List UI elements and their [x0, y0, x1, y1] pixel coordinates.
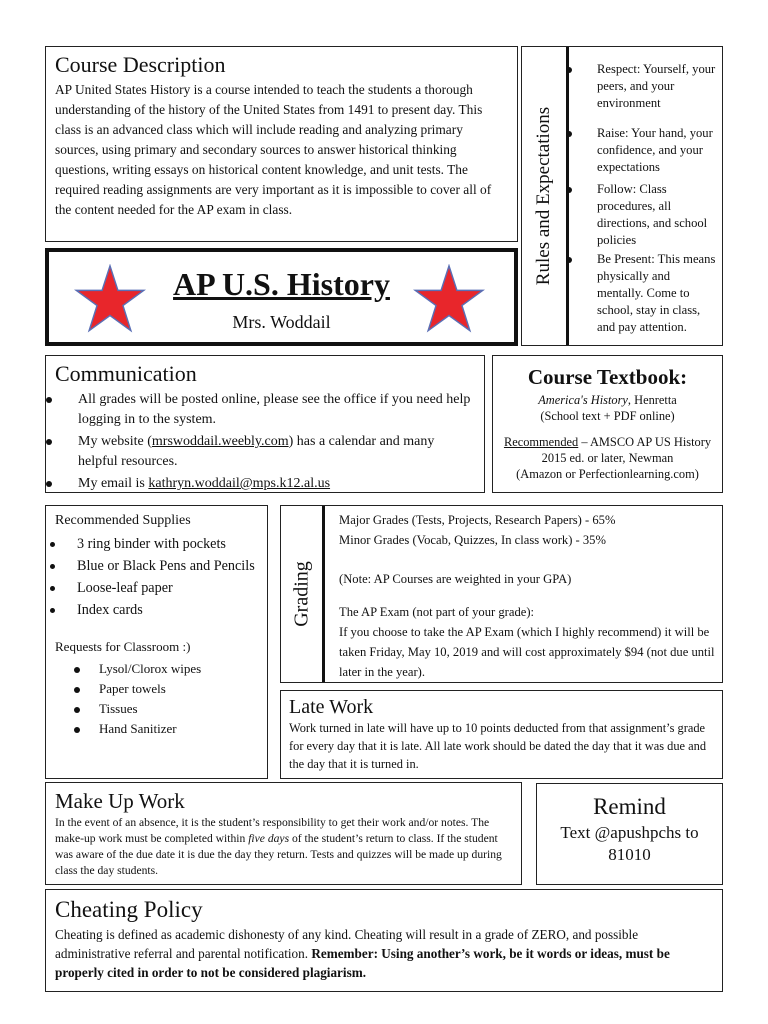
title-banner	[45, 248, 518, 346]
textbook-title-line: America's History, Henretta	[538, 393, 677, 407]
teacher-name: Mrs. Woddail	[232, 312, 331, 332]
textbook-title: America's History	[538, 393, 628, 407]
make-up-body: In the event of an absence, it is the student’s responsibility to get their work and/or notes. The make-up work must be completed within five days of the student’s return to class. If the student was aware of the due date it is due the day they return. Tests and quizzes will be made up during class the day students.	[55, 816, 502, 877]
rule-item: Respect: Yourself, your peers, and your environment	[597, 61, 717, 125]
communication-heading: Communication	[55, 361, 197, 386]
grading-heading: Grading	[290, 561, 312, 627]
communication-item: My email is kathryn.woddail@mps.k12.al.us	[78, 474, 475, 494]
supply-item: Loose-leaf paper	[77, 577, 258, 599]
grading-box	[280, 505, 723, 683]
textbook-rec-note: (Amazon or Perfectionlearning.com)	[516, 467, 699, 481]
make-up-emphasis: five days	[248, 832, 290, 845]
textbook-heading: Course Textbook:	[527, 365, 688, 389]
course-description-box	[45, 46, 518, 242]
grading-minor: Minor Grades (Vocab, Quizzes, In class work) - 35%	[339, 533, 606, 547]
rule-item: Raise: Your hand, your confidence, and your expectations	[597, 125, 717, 181]
rule-item: Follow: Class procedures, all directions, and school policies	[597, 181, 717, 251]
requests-heading: Requests for Classroom :)	[55, 639, 191, 654]
textbook-box	[492, 355, 723, 493]
cheating-body: Cheating is defined as academic dishonesty of any kind. Cheating will result in a grade of ZERO, and possible administrative referral and parental notification. Remember: Using another’s work, be it words or ideas, must be properly cited in order to not be considered plagiarism.	[55, 927, 670, 980]
website-link[interactable]: mrswoddail.weebly.com	[151, 434, 289, 449]
course-title: AP U.S. History	[173, 266, 390, 302]
make-up-heading: Make Up Work	[55, 789, 185, 813]
supply-item: Blue or Black Pens and Pencils	[77, 555, 258, 577]
grading-major: Major Grades (Tests, Projects, Research Papers) - 65%	[339, 513, 616, 527]
rule-item: Be Present: This means physically and mentally. Come to school, stay in class, and pay attention.	[597, 251, 717, 336]
course-description-body: AP United States History is a course intended to teach the students a thorough understanding of the history of the United States from 1491 to present day. This class is an advanced class which will include reading and analyzing primary sources, using primary and secondary sources to answer historical thinking questions, writing essays on historical content knowledge, and unit tests. The required reading assignments are very important as it is impossible to cover all of the content needed for the AP exam in class.	[55, 82, 492, 217]
ap-exam-title: The AP Exam (not part of your grade):	[339, 605, 535, 619]
late-work-heading: Late Work	[289, 696, 374, 718]
textbook-recommended: Recommended – AMSCO AP US History 2015 ed. or later, Newman	[503, 435, 712, 465]
late-work-body: Work turned in late will have up to 10 points deducted from that assignment’s grade for every day that it is late. All late work should be dated the day that it was due and the day that it is turned in.	[289, 721, 707, 771]
grading-label-column	[281, 506, 325, 682]
remind-heading: Remind	[593, 794, 666, 819]
grading-content	[339, 510, 717, 682]
supplies-box	[45, 505, 268, 779]
cheating-box	[45, 889, 723, 992]
rules-label-column	[522, 47, 569, 345]
communication-box	[45, 355, 485, 493]
cheating-heading: Cheating Policy	[55, 897, 203, 922]
rules-list	[597, 61, 717, 336]
request-item: Lysol/Clorox wipes	[99, 659, 258, 679]
supply-item: Index cards	[77, 599, 258, 621]
textbook-note: (School text + PDF online)	[540, 409, 675, 423]
supplies-list	[77, 533, 258, 621]
remind-line2: 81010	[608, 845, 651, 864]
supply-item: 3 ring binder with pockets	[77, 533, 258, 555]
email-link[interactable]: kathryn.woddail@mps.k12.al.us	[148, 476, 331, 491]
course-description-heading: Course Description	[55, 52, 226, 77]
remind-line1: Text @apushpchs to	[560, 823, 699, 842]
communication-item: All grades will be posted online, please see the office if you need help logging in to the system.	[78, 390, 475, 430]
star-right-icon	[413, 264, 485, 334]
ap-exam-body: If you choose to take the AP Exam (which I highly recommend) it will be taken Friday, May 10, 2019 and will cost approximately $94 (not due until later in the year).	[339, 625, 715, 679]
request-item: Paper towels	[99, 679, 258, 699]
requests-list	[99, 659, 258, 739]
grading-note: (Note: AP Courses are weighted in your GPA)	[339, 572, 572, 586]
request-item: Hand Sanitizer	[99, 719, 258, 739]
late-work-box	[280, 690, 723, 779]
communication-list	[78, 390, 475, 494]
supplies-heading: Recommended Supplies	[55, 513, 191, 528]
remind-box	[536, 783, 723, 885]
rules-box	[521, 46, 723, 346]
request-item: Tissues	[99, 699, 258, 719]
make-up-box	[45, 782, 522, 885]
cheating-reminder: Remember: Using another’s work, be it words or ideas, must be properly cited in order to not be considered plagiarism.	[55, 946, 670, 980]
communication-item: My website (mrswoddail.weebly.com) has a calendar and many helpful resources.	[78, 432, 475, 472]
rules-heading: Rules and Expectations	[533, 106, 554, 286]
